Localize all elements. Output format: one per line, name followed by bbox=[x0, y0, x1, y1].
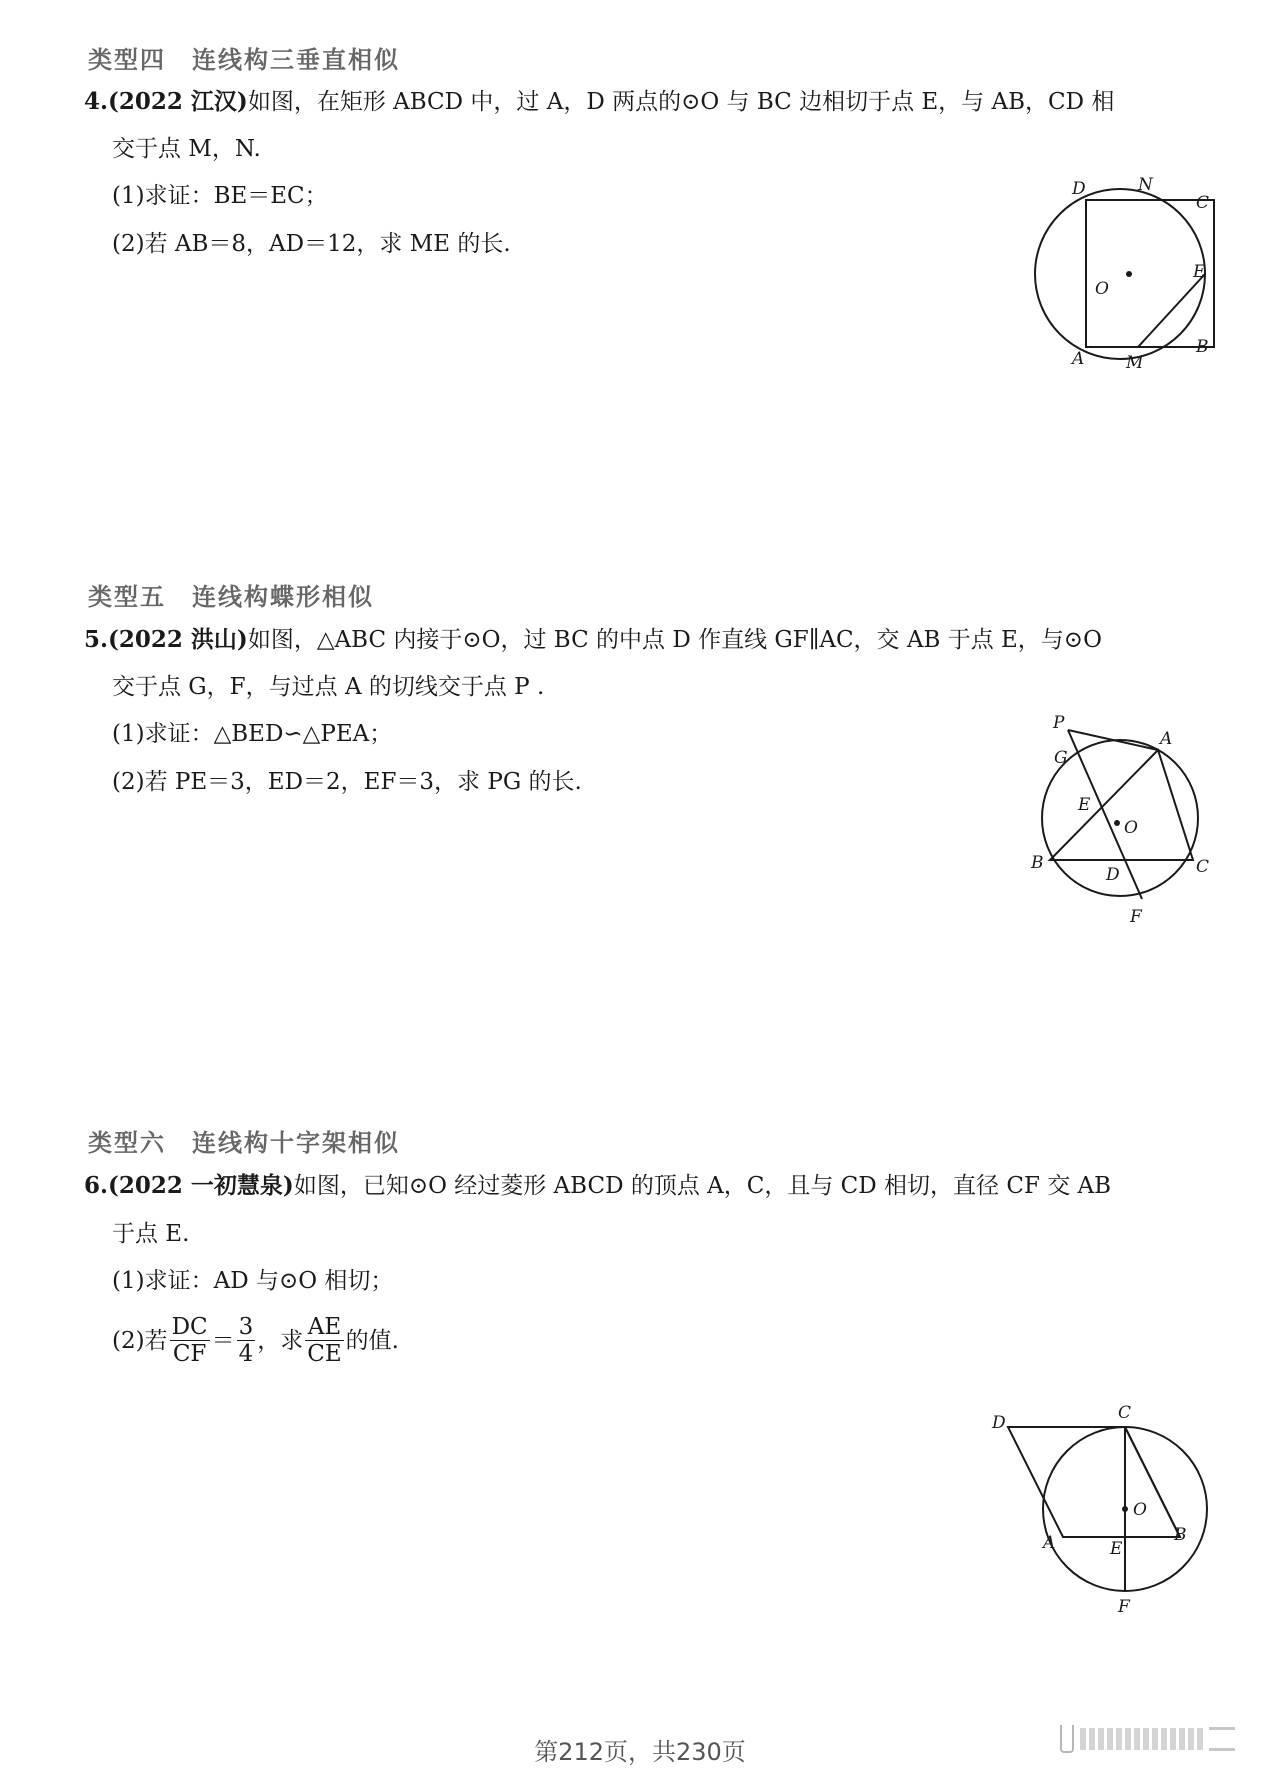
figure-4-label-e: E bbox=[1193, 262, 1206, 282]
figure-5-label-d: D bbox=[1106, 865, 1120, 885]
figure-6-label-f: F bbox=[1118, 1597, 1130, 1617]
problem-6-number: 6. bbox=[84, 1172, 109, 1199]
problem-6-part2-suffix: 的值. bbox=[345, 1327, 399, 1354]
fraction-numerator: AE bbox=[305, 1314, 343, 1341]
figure-6-label-b: B bbox=[1174, 1525, 1187, 1545]
problem-4-part2: (2)若 AB＝8，AD＝12，求 ME 的长. bbox=[112, 231, 511, 257]
figure-5-diagram bbox=[1020, 710, 1240, 935]
figure-6-label-o: O bbox=[1133, 1500, 1147, 1520]
fraction-numerator: 3 bbox=[238, 1314, 254, 1340]
figure-6-side-cb bbox=[1125, 1427, 1180, 1537]
problem-4-number: 4. bbox=[84, 88, 109, 115]
figure-5-label-g: G bbox=[1054, 748, 1068, 768]
figure-4-label-d: D bbox=[1072, 179, 1086, 199]
figure-5-center-dot bbox=[1114, 820, 1120, 826]
figure-5-label-f: F bbox=[1130, 907, 1142, 927]
menu-icon bbox=[1209, 1727, 1235, 1751]
figure-6-rhombus-abcd bbox=[1008, 1427, 1180, 1537]
problem-6-stem-text: 如图，已知⊙O 经过菱形 ABCD 的顶点 A，C，且与 CD 相切，直径 CF 交 AB bbox=[293, 1173, 1112, 1199]
figure-4-label-b: B bbox=[1196, 337, 1209, 357]
fraction-dc-cf bbox=[170, 1314, 210, 1367]
figure-4-label-m: M bbox=[1126, 353, 1144, 373]
page-indicator: 第212页，共230页 bbox=[534, 1738, 746, 1766]
section-title-type4: 类型四 连线构三垂直相似 bbox=[88, 46, 400, 74]
fraction-3-4 bbox=[237, 1314, 256, 1367]
figure-4-label-n: N bbox=[1138, 175, 1153, 195]
figure-4-label-c: C bbox=[1196, 193, 1210, 213]
figure-5-label-b: B bbox=[1031, 853, 1044, 873]
problem-6-stem-line2: 于点 E. bbox=[112, 1221, 190, 1247]
figure-5-label-a: A bbox=[1160, 729, 1173, 749]
problem-4-source: (2022 江汉) bbox=[108, 88, 248, 115]
figure-6-label-d: D bbox=[992, 1413, 1006, 1433]
problem-6-part2-mid: ，求 bbox=[257, 1327, 304, 1354]
fraction-denominator: CF bbox=[172, 1341, 207, 1367]
problem-5-stem-line2: 交于点 G，F，与过点 A 的切线交于点 P . bbox=[112, 674, 545, 700]
section-title-type5: 类型五 连线构蝶形相似 bbox=[88, 583, 374, 611]
scroll-bar-icon[interactable] bbox=[1060, 1725, 1235, 1753]
problem-5-part2: (2)若 PE＝3，ED＝2，EF＝3，求 PG 的长. bbox=[112, 769, 582, 795]
problem-6-part1: (1)求证：AD 与⊙O 相切； bbox=[112, 1268, 394, 1294]
figure-6-label-e: E bbox=[1110, 1539, 1123, 1559]
problem-5-stem-line1 bbox=[84, 624, 1102, 656]
problem-5-part1: (1)求证：△BED∽△PEA； bbox=[112, 721, 393, 747]
equals-sign: ＝ bbox=[211, 1327, 235, 1354]
problem-4-stem-line1 bbox=[84, 86, 1114, 118]
problem-6-stem-line1 bbox=[84, 1170, 1111, 1202]
fraction-denominator: 4 bbox=[238, 1341, 254, 1367]
problem-6-source: (2022 一初慧泉) bbox=[108, 1172, 294, 1199]
figure-5-label-p: P bbox=[1053, 713, 1065, 733]
problem-5-number: 5. bbox=[84, 626, 109, 653]
problem-5-source: (2022 洪山) bbox=[108, 626, 248, 653]
fraction-ae-ce bbox=[305, 1314, 343, 1367]
figure-4-center-dot bbox=[1126, 271, 1132, 277]
fraction-denominator: CE bbox=[307, 1341, 342, 1367]
scroll-track-icon bbox=[1080, 1728, 1203, 1750]
figure-5-label-c: C bbox=[1196, 857, 1210, 877]
scroll-handle-icon bbox=[1060, 1725, 1074, 1753]
figure-5-label-e: E bbox=[1078, 795, 1091, 815]
figure-5-triangle-abc bbox=[1050, 750, 1193, 860]
figure-4-segment-me bbox=[1138, 274, 1205, 347]
fraction-numerator: DC bbox=[171, 1314, 208, 1340]
figure-5-tangent-pa bbox=[1068, 730, 1158, 750]
figure-4-label-a: A bbox=[1072, 349, 1085, 369]
figure-4-label-o: O bbox=[1095, 279, 1109, 299]
figure-6-center-dot bbox=[1122, 1506, 1128, 1512]
figure-6-label-a: A bbox=[1043, 1533, 1056, 1553]
figure-6-diagram bbox=[970, 1400, 1230, 1620]
figure-4-diagram bbox=[1020, 170, 1240, 380]
section-title-type6: 类型六 连线构十字架相似 bbox=[88, 1129, 400, 1157]
problem-5-stem-text: 如图，△ABC 内接于⊙O，过 BC 的中点 D 作直线 GF∥AC，交 AB 于点 E，与⊙O bbox=[247, 627, 1102, 653]
figure-4-circle bbox=[1035, 189, 1205, 359]
figure-5-label-o: O bbox=[1124, 818, 1138, 838]
problem-4-stem-line2: 交于点 M，N. bbox=[112, 136, 261, 162]
problem-6-part2-prefix: (2)若 bbox=[112, 1327, 168, 1354]
problem-4-stem-text: 如图，在矩形 ABCD 中，过 A，D 两点的⊙O 与 BC 边相切于点 E，与 AB，CD 相 bbox=[247, 89, 1115, 115]
problem-6-part2 bbox=[112, 1314, 399, 1367]
problem-4-part1: (1)求证：BE＝EC； bbox=[112, 183, 328, 209]
figure-6-label-c: C bbox=[1118, 1403, 1132, 1423]
